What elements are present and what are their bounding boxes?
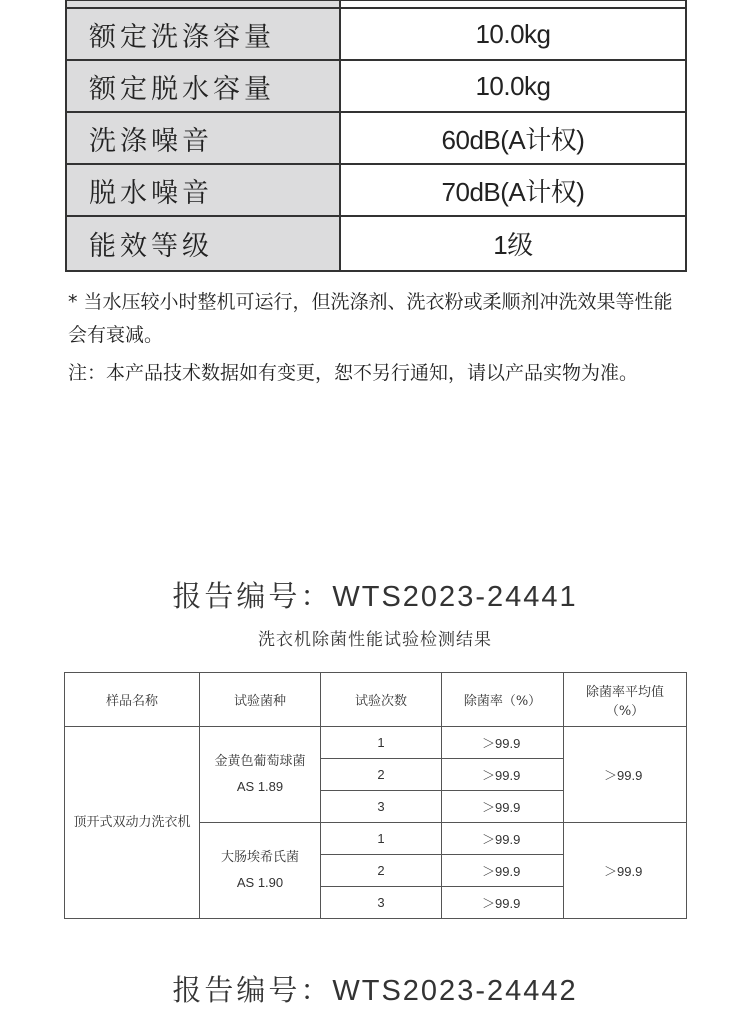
spec-row xyxy=(66,164,686,216)
column-header: 样品名称 xyxy=(65,673,200,727)
spec-label: 额定脱水容量 xyxy=(66,60,340,112)
spec-row xyxy=(66,0,686,8)
report-number-heading xyxy=(0,574,750,615)
spec-value: 70dB(A计权) xyxy=(340,164,686,216)
spec-value: 60dB(A计权) xyxy=(340,112,686,164)
removal-rate: ＞99.9 xyxy=(442,791,564,823)
column-header: 试验次数 xyxy=(321,673,442,727)
spec-label xyxy=(66,0,340,8)
water-pressure-note: * 当水压较小时整机可运行，但洗涤剂、洗衣粉或柔顺剂冲洗效果等性能会有衰减。 xyxy=(68,291,673,346)
spec-row xyxy=(66,216,686,271)
strain-code: AS 1.89 xyxy=(236,778,284,794)
removal-rate: ＞99.9 xyxy=(442,855,564,887)
report-number-heading-2 xyxy=(0,968,750,1009)
test-number: 1 xyxy=(321,727,442,759)
strain-name: 大肠埃希氏菌 xyxy=(220,849,299,865)
table-header-row xyxy=(65,673,687,727)
test-number: 3 xyxy=(321,791,442,823)
spec-label: 脱水噪音 xyxy=(66,164,340,216)
spec-value: 10.0kg xyxy=(340,60,686,112)
strain-code: AS 1.90 xyxy=(236,874,284,890)
report-number-value: WTS2023-24442 xyxy=(332,975,578,1007)
column-header: 除菌率平均值（%） xyxy=(564,673,687,727)
removal-rate: ＞99.9 xyxy=(442,727,564,759)
result-table-title: 洗衣机除菌性能试验检测结果 xyxy=(258,630,492,650)
average-rate: ＞99.9 xyxy=(564,727,687,823)
test-number: 2 xyxy=(321,759,442,791)
sample-name: 顶开式双动力洗衣机 xyxy=(73,814,191,830)
spec-row xyxy=(66,8,686,60)
strain-cell xyxy=(200,823,321,919)
report-number-value: WTS2023-24441 xyxy=(332,581,578,613)
spec-table xyxy=(65,0,687,272)
sample-name-cell xyxy=(65,727,200,919)
column-header: 试验菌种 xyxy=(200,673,321,727)
strain-cell xyxy=(200,727,321,823)
removal-rate: ＞99.9 xyxy=(442,887,564,919)
test-number: 2 xyxy=(321,855,442,887)
sterilization-result-table xyxy=(64,672,687,919)
strain-name: 金黄色葡萄球菌 xyxy=(214,753,306,769)
removal-rate: ＞99.9 xyxy=(442,823,564,855)
table-row xyxy=(65,727,687,759)
spec-label: 洗涤噪音 xyxy=(66,112,340,164)
average-rate: ＞99.9 xyxy=(564,823,687,919)
column-header: 除菌率（%） xyxy=(442,673,564,727)
spec-label: 能效等级 xyxy=(66,216,340,271)
report-number-label: 报告编号： xyxy=(172,579,333,613)
spec-value: 1级 xyxy=(340,216,686,271)
test-number: 3 xyxy=(321,887,442,919)
spec-row xyxy=(66,60,686,112)
spec-value xyxy=(340,0,686,8)
spec-row xyxy=(66,112,686,164)
spec-label: 额定洗涤容量 xyxy=(66,8,340,60)
spec-value: 10.0kg xyxy=(340,8,686,60)
disclaimer-note: 注：本产品技术数据如有变更，恕不另行通知，请以产品实物为准。 xyxy=(68,362,639,384)
removal-rate: ＞99.9 xyxy=(442,759,564,791)
report-number-label: 报告编号： xyxy=(172,973,333,1007)
test-number: 1 xyxy=(321,823,442,855)
